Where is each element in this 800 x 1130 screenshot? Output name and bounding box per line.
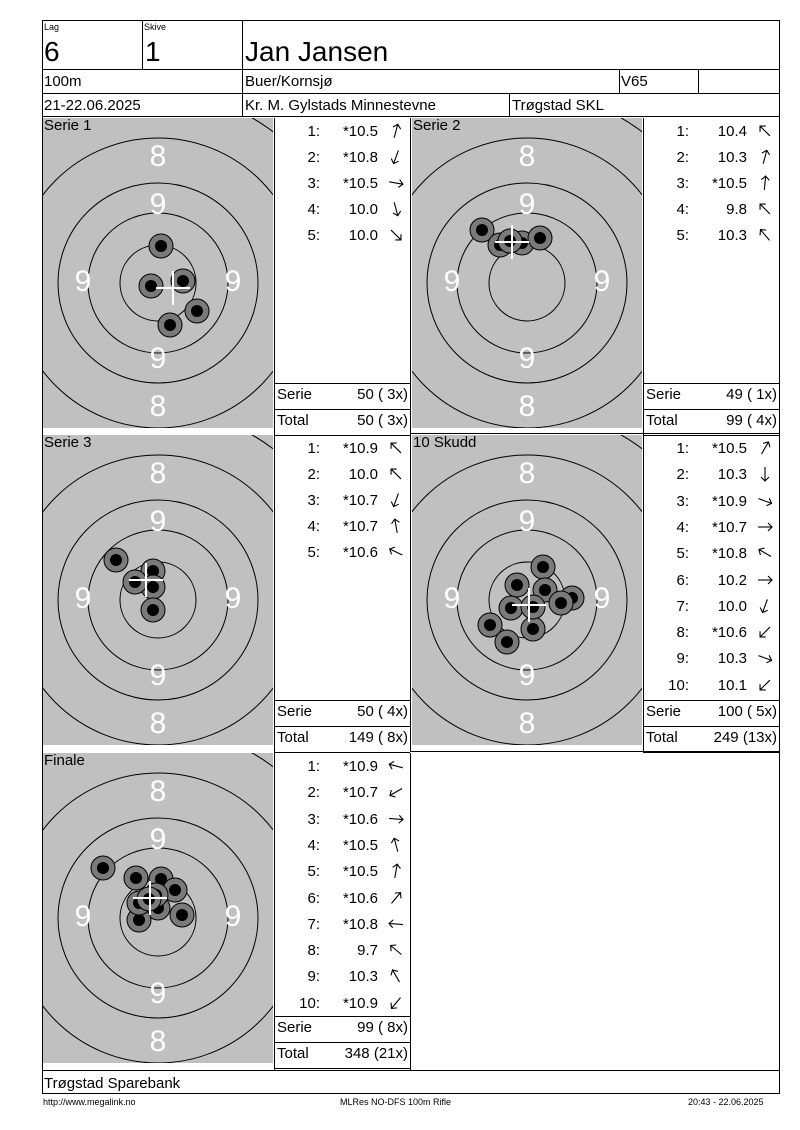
target-svg [43, 435, 273, 745]
shot-value: *10.5 [342, 863, 378, 881]
shot-value: 10.4 [717, 123, 747, 140]
ring-number-4: 9 [443, 264, 461, 298]
shot-value: *10.5 [711, 440, 747, 457]
shot-direction-arrow-icon [756, 676, 774, 694]
ring-number-1: 8 [149, 1024, 167, 1058]
ring-number-5: 9 [224, 264, 242, 298]
shot-number: 6: [676, 571, 689, 589]
shot-hit-4 [528, 226, 552, 250]
ring-number-1: 8 [149, 389, 167, 423]
shot-value: 10.3 [717, 466, 747, 484]
shot-number: 5: [676, 545, 689, 563]
shot-value: *10.9 [342, 758, 378, 775]
shot-number: 1: [676, 440, 689, 457]
serie-score: 100 ( 5x) [717, 703, 777, 720]
event-name: Kr. M. Gylstads Minnestevne [245, 97, 436, 114]
shot-value: 10.1 [717, 676, 747, 694]
ring-number-3: 9 [518, 341, 536, 375]
target-svg [412, 118, 642, 428]
shot-hit-7 [170, 903, 194, 927]
shot-value: 10.0 [717, 597, 747, 615]
panel-title: Serie 1 [44, 118, 92, 134]
ring-number-0: 8 [518, 139, 536, 173]
shot-number: 9: [676, 650, 689, 668]
total-label: Total [646, 412, 678, 429]
target-svg [412, 435, 642, 745]
club-name: Trøgstad SKL [512, 97, 604, 114]
shot-number: 8: [676, 624, 689, 642]
shot-hit-1 [104, 548, 128, 572]
shot-hit-7 [521, 617, 545, 641]
ring-number-3: 9 [149, 341, 167, 375]
shot-direction-arrow-icon [387, 439, 405, 457]
shot-hit-5 [141, 598, 165, 622]
total-label: Total [646, 729, 678, 746]
shot-direction-arrow-icon [756, 597, 774, 615]
date: 21-22.06.2025 [44, 97, 141, 114]
skive-label: Skive [144, 22, 167, 32]
shot-hit-10 [521, 595, 545, 619]
ring-number-2: 9 [518, 187, 536, 221]
serie-score: 99 ( 8x) [357, 1019, 408, 1036]
serie-label: Serie [646, 703, 682, 720]
shot-value: *10.7 [342, 518, 378, 535]
shot-direction-arrow-icon [756, 148, 774, 166]
shooter-name: Jan Jansen [245, 36, 389, 67]
shot-value: 10.0 [348, 227, 378, 244]
shot-direction-arrow-icon [756, 122, 774, 140]
shot-hit-5 [549, 591, 573, 615]
total-score: 99 ( 4x) [726, 412, 777, 429]
target-1 [43, 118, 273, 428]
footer-url[interactable]: http://www.megalink.no [43, 1097, 136, 1107]
shot-number: 3: [307, 175, 320, 192]
shot-number: 4: [307, 836, 320, 854]
shot-number: 3: [676, 175, 689, 192]
shot-hit-1 [531, 555, 555, 579]
shot-value: 10.0 [348, 201, 378, 218]
shot-number: 7: [676, 597, 689, 615]
shot-direction-arrow-icon [756, 492, 774, 510]
location: Buer/Kornsjø [245, 73, 333, 90]
shot-value: *10.5 [342, 836, 378, 854]
shot-value: 10.3 [717, 149, 747, 166]
shot-value: *10.8 [711, 545, 747, 563]
ring-number-0: 8 [149, 139, 167, 173]
shot-hit-4 [123, 570, 147, 594]
ring-number-5: 9 [593, 581, 611, 615]
shot-value: 10.3 [348, 968, 378, 986]
ring-number-0: 8 [149, 456, 167, 490]
shot-direction-arrow-icon [387, 122, 405, 140]
shot-direction-arrow-icon [756, 439, 774, 457]
total-score: 149 ( 8x) [348, 729, 408, 746]
ring-number-4: 9 [74, 581, 92, 615]
ring-number-4: 9 [74, 264, 92, 298]
shot-value: *10.6 [342, 544, 378, 561]
shot-direction-arrow-icon [756, 200, 774, 218]
total-score: 348 (21x) [344, 1045, 408, 1062]
total-label: Total [277, 412, 309, 429]
shot-number: 1: [307, 440, 320, 457]
serie-score: 50 ( 4x) [357, 703, 408, 720]
ring-number-2: 9 [149, 187, 167, 221]
shot-number: 5: [307, 544, 320, 561]
shot-number: 2: [676, 149, 689, 166]
target-5 [43, 753, 273, 1063]
panel-title: Serie 2 [413, 118, 461, 134]
shot-value: *10.6 [711, 624, 747, 642]
shot-value: *10.8 [342, 149, 378, 166]
shot-hit-6 [499, 596, 523, 620]
shot-direction-arrow-icon [387, 148, 405, 166]
ring-number-3: 9 [149, 976, 167, 1010]
shot-direction-arrow-icon [387, 226, 405, 244]
shot-hit-2 [139, 274, 163, 298]
total-score: 50 ( 3x) [357, 412, 408, 429]
ring-number-5: 9 [224, 581, 242, 615]
shot-value: 10.2 [717, 571, 747, 589]
shot-direction-arrow-icon [756, 518, 774, 536]
shot-direction-arrow-icon [387, 836, 405, 854]
ring-number-4: 9 [443, 581, 461, 615]
shot-value: *10.9 [342, 440, 378, 457]
shot-direction-arrow-icon [387, 915, 405, 933]
shot-number: 9: [307, 968, 320, 986]
shot-hit-4 [185, 299, 209, 323]
shot-direction-arrow-icon [756, 226, 774, 244]
serie-label: Serie [277, 386, 313, 403]
shot-direction-arrow-icon [387, 174, 405, 192]
ring-number-1: 8 [149, 706, 167, 740]
shot-direction-arrow-icon [756, 649, 774, 667]
shot-direction-arrow-icon [387, 517, 405, 535]
shot-direction-arrow-icon [387, 757, 405, 775]
shot-value: 9.7 [357, 942, 378, 960]
ring-number-0: 8 [518, 456, 536, 490]
shot-hit-1 [149, 234, 173, 258]
skive-value: 1 [145, 36, 161, 67]
target-4 [412, 435, 642, 745]
shot-value: *10.7 [711, 518, 747, 536]
panel-title: Finale [44, 753, 85, 769]
shot-number: 2: [676, 466, 689, 484]
shot-number: 8: [307, 942, 320, 960]
shot-direction-arrow-icon [387, 783, 405, 801]
ring-number-2: 9 [149, 822, 167, 856]
lag-value: 6 [44, 36, 60, 67]
panel-title: Serie 3 [44, 435, 92, 451]
shot-hit-1 [91, 856, 115, 880]
shot-number: 6: [307, 889, 320, 907]
shot-direction-arrow-icon [756, 571, 774, 589]
total-score: 249 (13x) [713, 729, 777, 746]
total-label: Total [277, 1045, 309, 1062]
shot-number: 4: [676, 518, 689, 536]
shot-direction-arrow-icon [387, 543, 405, 561]
ring-number-2: 9 [149, 504, 167, 538]
shot-number: 3: [307, 492, 320, 509]
ring-number-3: 9 [518, 658, 536, 692]
shot-number: 1: [307, 758, 320, 775]
shot-number: 5: [307, 227, 320, 244]
shot-value: *10.5 [711, 175, 747, 192]
shot-hit-2 [124, 866, 148, 890]
shot-value: *10.7 [342, 492, 378, 509]
footer-timestamp: 20:43 - 22.06.2025 [688, 1097, 764, 1107]
shot-direction-arrow-icon [387, 810, 405, 828]
shot-direction-arrow-icon [756, 623, 774, 641]
shot-number: 2: [307, 149, 320, 166]
shot-number: 3: [676, 492, 689, 510]
shot-number: 7: [307, 915, 320, 933]
shot-number: 2: [307, 466, 320, 483]
serie-label: Serie [277, 1019, 313, 1036]
shot-value: *10.6 [342, 889, 378, 907]
shot-value: *10.7 [342, 784, 378, 802]
shot-number: 5: [307, 863, 320, 881]
shot-number: 3: [307, 810, 320, 828]
target-3 [43, 435, 273, 745]
shot-direction-arrow-icon [387, 889, 405, 907]
shot-direction-arrow-icon [387, 994, 405, 1012]
shot-value: *10.6 [342, 810, 378, 828]
serie-score: 50 ( 3x) [357, 386, 408, 403]
shot-hit-5 [158, 313, 182, 337]
distance: 100m [44, 73, 82, 90]
shot-direction-arrow-icon [387, 862, 405, 880]
total-label: Total [277, 729, 309, 746]
ring-number-2: 9 [518, 504, 536, 538]
target-svg [43, 118, 273, 428]
shot-value: 10.0 [348, 466, 378, 483]
shot-number: 4: [307, 201, 320, 218]
shooter-class: V65 [621, 73, 648, 90]
serie-label: Serie [646, 386, 682, 403]
ring-number-4: 9 [74, 899, 92, 933]
serie-label: Serie [277, 703, 313, 720]
lag-label: Lag [44, 22, 60, 32]
panel-title: 10 Skudd [413, 435, 477, 451]
shot-value: 10.3 [717, 227, 747, 244]
footer-software: MLRes NO-DFS 100m Rifle [340, 1097, 452, 1107]
target-svg [43, 753, 273, 1063]
target-2 [412, 118, 642, 428]
shot-value: 10.3 [717, 650, 747, 668]
shot-value: *10.8 [342, 915, 378, 933]
ring-number-1: 8 [518, 389, 536, 423]
shot-value: *10.5 [342, 175, 378, 192]
serie-score: 49 ( 1x) [726, 386, 777, 403]
shot-number: 2: [307, 784, 320, 802]
shot-number: 4: [676, 201, 689, 218]
shot-direction-arrow-icon [756, 465, 774, 483]
shot-value: *10.9 [342, 994, 378, 1012]
sponsor: Trøgstad Sparebank [44, 1075, 181, 1092]
ring-number-5: 9 [224, 899, 242, 933]
shot-number: 1: [676, 123, 689, 140]
shot-number: 10: [299, 994, 320, 1012]
shot-direction-arrow-icon [387, 967, 405, 985]
shot-value: 9.8 [726, 201, 747, 218]
shot-direction-arrow-icon [387, 465, 405, 483]
shot-hit-2 [505, 573, 529, 597]
ring-number-3: 9 [149, 658, 167, 692]
ring-number-5: 9 [593, 264, 611, 298]
shot-direction-arrow-icon [387, 200, 405, 218]
shot-direction-arrow-icon [756, 174, 774, 192]
shot-number: 10: [668, 676, 689, 694]
shot-number: 5: [676, 227, 689, 244]
shot-direction-arrow-icon [756, 544, 774, 562]
shot-direction-arrow-icon [387, 491, 405, 509]
shot-hit-9 [495, 630, 519, 654]
ring-number-1: 8 [518, 706, 536, 740]
shot-number: 4: [307, 518, 320, 535]
shot-hit-3 [171, 269, 195, 293]
shot-value: *10.5 [342, 123, 378, 140]
shot-direction-arrow-icon [387, 941, 405, 959]
ring-number-0: 8 [149, 774, 167, 808]
shot-value: *10.9 [711, 492, 747, 510]
shot-number: 1: [307, 123, 320, 140]
